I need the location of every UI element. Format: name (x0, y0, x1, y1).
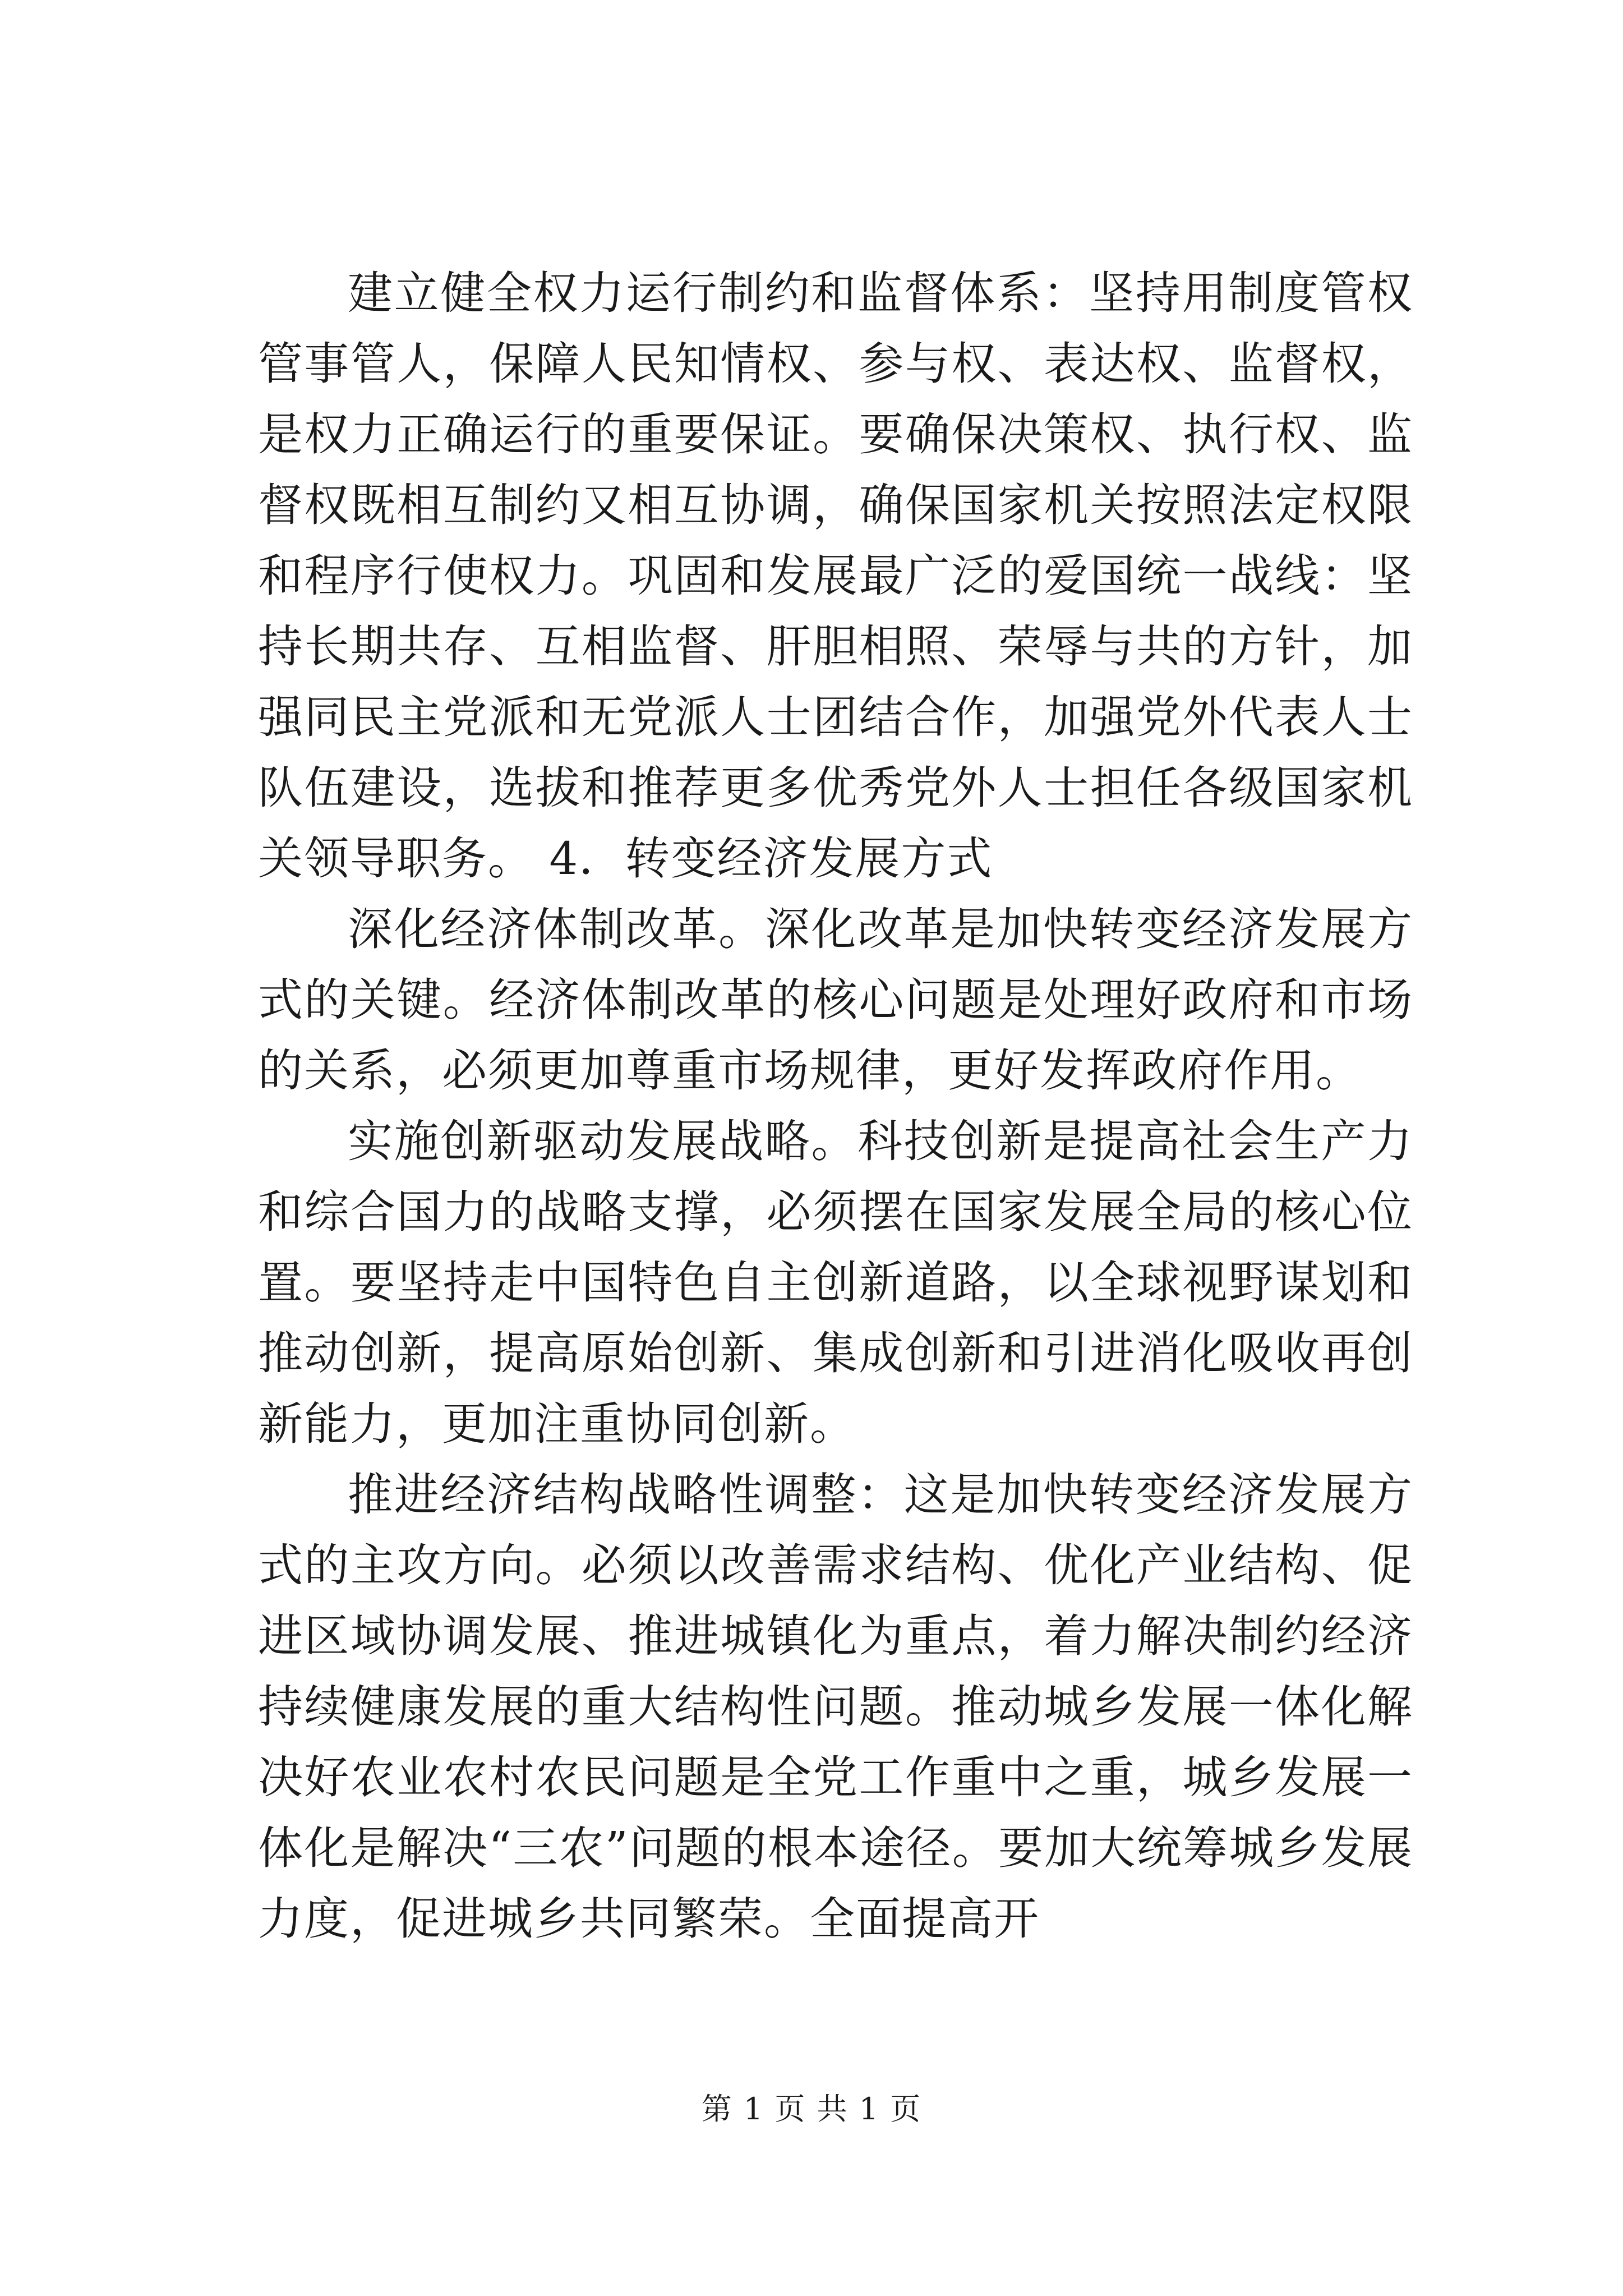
page-footer: 第 1 页 共 1 页 (701, 2091, 922, 2127)
document-body (258, 258, 1413, 1954)
paragraph-1: 建立健全权力运行制约和监督体系：坚持用制度管权管事管人，保障人民知情权、参与权、表达权、监督权，是权力正确运行的重要保证。要确保决策权、执行权、监督权既相互制约又相互协调，确保国家机关按照法定权限和程序行使权力。巩固和发展最广泛的爱国统一战线：坚持长期共存、互相监督、肝胆相照、荣辱与共的方针，加强同民主党派和无党派人士团结合作，加强党外代表人士队伍建设，选拔和推荐更多优秀党外人士担任各级国家机关领导职务。 4．转变经济发展方式 (258, 267, 1413, 885)
paragraph-2: 深化经济体制改革。深化改革是加快转变经济发展方式的关键。经济体制改革的核心问题是处理好政府和市场的关系，必须更加尊重市场规律，更好发挥政府作用。 (258, 903, 1413, 1097)
paragraph-3: 实施创新驱动发展战略。科技创新是提高社会生产力和综合国力的战略支撑，必须摆在国家发展全局的核心位置。要坚持走中国特色自主创新道路，以全球视野谋划和推动创新，提高原始创新、集成创新和引进消化吸收再创新能力，更加注重协同创新。 (258, 1115, 1413, 1450)
paragraph-4: 推进经济结构战略性调整：这是加快转变经济发展方式的主攻方向。必须以改善需求结构、优化产业结构、促进区域协调发展、推进城镇化为重点，着力解决制约经济持续健康发展的重大结构性问题。推动城乡发展一体化解决好农业农村农民问题是全党工作重中之重，城乡发展一体化是解决“三农”问题的根本途径。要加大统筹城乡发展力度，促进城乡共同繁荣。全面提高开 (258, 1469, 1413, 1945)
